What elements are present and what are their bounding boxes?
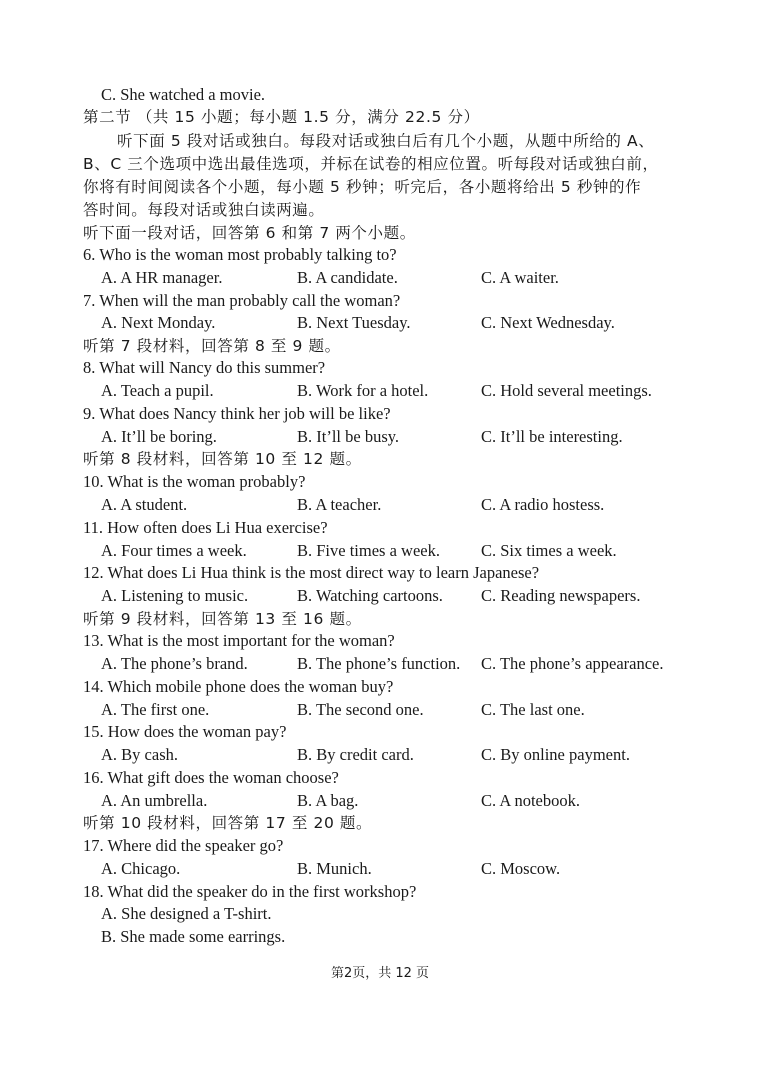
question-8-stem: 8. What will Nancy do this summer? bbox=[83, 358, 326, 377]
question-10-stem: 10. What is the woman probably? bbox=[83, 472, 306, 491]
option-c: C. It’ll be interesting. bbox=[481, 427, 623, 446]
option-a: A. A student. bbox=[101, 495, 188, 514]
instructions-text: 听下面 5 段对话或独白。每段对话或独白后有几个小题，从题中所给的 A、 bbox=[117, 132, 655, 150]
question-13-stem: 13. What is the most important for the woman? bbox=[83, 631, 395, 650]
option-c: C. Next Wednesday. bbox=[481, 313, 615, 332]
option-c: C. By online payment. bbox=[481, 745, 630, 764]
option-a: A. Four times a week. bbox=[101, 541, 247, 560]
instructions-text: 答时间。每段对话或独白读两遍。 bbox=[83, 201, 325, 219]
option-b: B. Next Tuesday. bbox=[297, 313, 411, 332]
option-c: C. A notebook. bbox=[481, 791, 581, 810]
option-a: A. An umbrella. bbox=[101, 791, 208, 810]
question-11-stem: 11. How often does Li Hua exercise? bbox=[83, 518, 328, 537]
option-a: A. Teach a pupil. bbox=[101, 381, 214, 400]
option-c: C. Moscow. bbox=[481, 859, 561, 878]
option-a: A. The first one. bbox=[101, 700, 210, 719]
question-9-stem: 9. What does Nancy think her job will be like? bbox=[83, 404, 391, 423]
option-b: B. Munich. bbox=[297, 859, 372, 878]
section-title: 第二节 （共 15 小题；每小题 1.5 分，满分 22.5 分） bbox=[83, 108, 480, 126]
option-b: B. Work for a hotel. bbox=[297, 381, 429, 400]
question-17-stem: 17. Where did the speaker go? bbox=[83, 836, 284, 855]
option-b: B. The second one. bbox=[297, 700, 424, 719]
option-b: B. It’ll be busy. bbox=[297, 427, 400, 446]
question-7-stem: 7. When will the man probably call the woman? bbox=[83, 291, 401, 310]
question-18-stem: 18. What did the speaker do in the first workshop? bbox=[83, 882, 417, 901]
option-b: B. Watching cartoons. bbox=[297, 586, 443, 605]
option-b: B. By credit card. bbox=[297, 745, 414, 764]
instructions-text: B、C 三个选项中选出最佳选项，并标在试卷的相应位置。听每段对话或独白前， bbox=[83, 155, 659, 173]
option-c: C. A waiter. bbox=[481, 268, 559, 287]
option-a: A. Next Monday. bbox=[101, 313, 216, 332]
option-b: B. A teacher. bbox=[297, 495, 382, 514]
option-a: A. By cash. bbox=[101, 745, 178, 764]
question-15-stem: 15. How does the woman pay? bbox=[83, 722, 287, 741]
option-c: C. The last one. bbox=[481, 700, 585, 719]
option-c: C. Six times a week. bbox=[481, 541, 617, 560]
group-heading-text: 听第 10 段材料，回答第 17 至 20 题。 bbox=[83, 814, 373, 832]
group-heading-text: 听下面一段对话，回答第 6 和第 7 两个小题。 bbox=[83, 224, 416, 242]
option-c: C. Reading newspapers. bbox=[481, 586, 641, 605]
option-a: A. Listening to music. bbox=[101, 586, 249, 605]
option-a: A. A HR manager. bbox=[101, 268, 223, 287]
option-a: A. Chicago. bbox=[101, 859, 181, 878]
option-c: C. A radio hostess. bbox=[481, 495, 605, 514]
option-b: B. Five times a week. bbox=[297, 541, 440, 560]
option-c: C. The phone’s appearance. bbox=[481, 654, 664, 673]
instructions-text: 你将有时间阅读各个小题，每小题 5 秒钟；听完后，各小题将给出 5 秒钟的作 bbox=[83, 178, 642, 196]
prev-option-c: C. She watched a movie. bbox=[101, 85, 266, 104]
option-c: C. Hold several meetings. bbox=[481, 381, 652, 400]
question-12-stem: 12. What does Li Hua think is the most direct way to learn Japanese? bbox=[83, 563, 540, 582]
option-a: A. It’ll be boring. bbox=[101, 427, 217, 446]
group-heading-text: 听第 8 段材料，回答第 10 至 12 题。 bbox=[83, 450, 362, 468]
option-b: B. A bag. bbox=[297, 791, 359, 810]
option-b: B. She made some earrings. bbox=[101, 927, 286, 946]
option-b: B. The phone’s function. bbox=[297, 654, 461, 673]
option-a: A. She designed a T-shirt. bbox=[101, 904, 272, 923]
option-a: A. The phone’s brand. bbox=[101, 654, 248, 673]
option-b: B. A candidate. bbox=[297, 268, 398, 287]
question-16-stem: 16. What gift does the woman choose? bbox=[83, 768, 339, 787]
question-6-stem: 6. Who is the woman most probably talking to? bbox=[83, 245, 397, 264]
group-heading-text: 听第 9 段材料，回答第 13 至 16 题。 bbox=[83, 610, 362, 628]
group-heading-text: 听第 7 段材料，回答第 8 至 9 题。 bbox=[83, 337, 341, 355]
page-footer: 第2页，共 12 页 bbox=[330, 966, 430, 981]
question-14-stem: 14. Which mobile phone does the woman buy? bbox=[83, 677, 394, 696]
